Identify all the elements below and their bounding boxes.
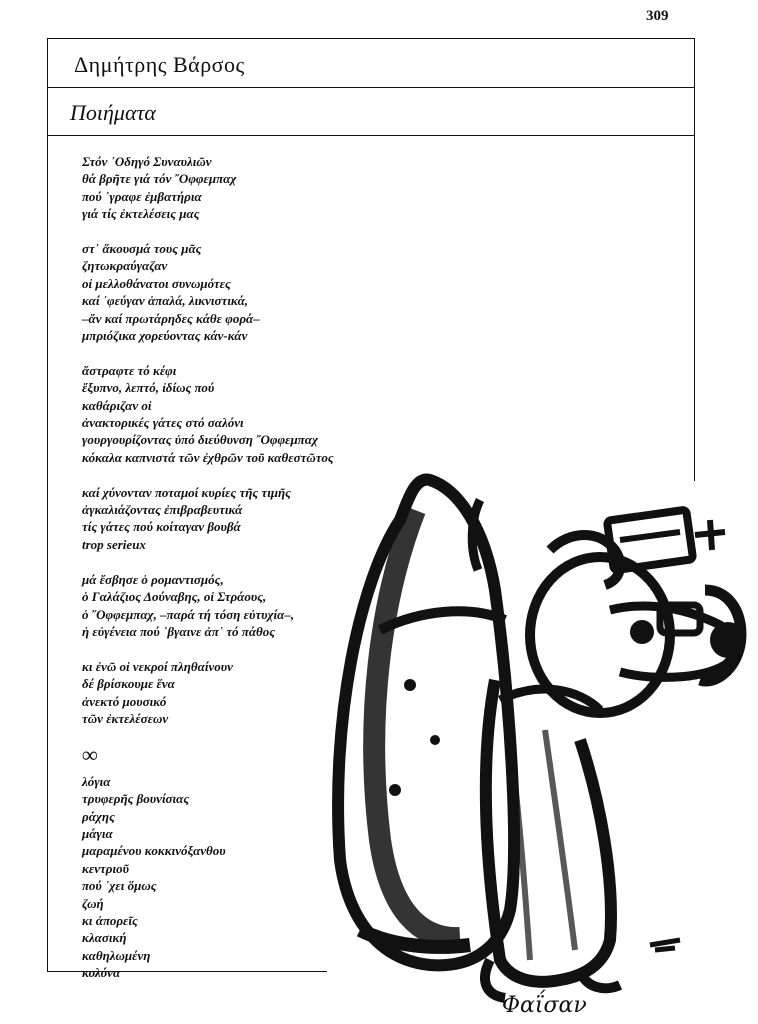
poem-line: τίς γάτες πού κοίταγαν βουβά — [82, 519, 241, 535]
poem-line: κολόνα — [82, 965, 121, 981]
poem-line: πού ᾿χει ὅμως — [82, 878, 157, 894]
poem-stanza — [82, 240, 422, 344]
ink-figure-illustration — [320, 440, 758, 1024]
poem-line: ὁ ῎Οφφεμπαχ, –παρά τή τόση εὐτυχία–, — [82, 606, 295, 622]
poem-line: στ᾿ ἄκουσμά τους μᾶς — [82, 241, 202, 257]
poem-line: ὁ Γαλάζιος Δούναβης, οἱ Στράους, — [82, 589, 267, 605]
poem-line: γιά τίς ἐκτελέσεις μας — [82, 206, 200, 222]
poem-line: κι ἀπορεῖς — [82, 912, 138, 928]
header-divider — [48, 87, 694, 88]
poem-line: –ἄν καί πρωτάρηδες κάθε φορά– — [82, 310, 260, 326]
poem-line: τῶν ἐκτελέσεων — [82, 710, 169, 726]
poem-line: δέ βρίσκουμε ἕνα — [82, 676, 175, 692]
poem-stanza — [82, 153, 422, 223]
illustration-signature: Φαΐσαν — [502, 993, 587, 1018]
author-name: Δημήτρης Βάρσος — [74, 52, 245, 77]
poem-line: trop serieux — [82, 536, 146, 552]
poem-line: λόγια — [82, 773, 111, 789]
poem-line: ἔξυπνο, λεπτό, ἰδίως πού — [82, 380, 215, 396]
section-ornament: ∞ — [82, 741, 98, 767]
poem-line: κι ἐνῶ οἱ νεκροί πληθαίνουν — [82, 658, 233, 674]
page-number: 309 — [646, 8, 669, 24]
poem-line: ἀγκαλιάζοντας ἐπιβραβευτικά — [82, 502, 243, 518]
poem-line: κεντριοῦ — [82, 860, 129, 876]
section-title: Ποιήματα — [70, 100, 156, 125]
poem-line: μπριόζικα χορεύοντας κάν-κάν — [82, 328, 248, 344]
poem-line: ἀνακτορικές γάτες στό σαλόνι — [82, 415, 244, 431]
poem-line: ἀνεκτό μουσικό — [82, 693, 167, 709]
poem-line: καί χύνονταν ποταμοί κυρίες τῆς τιμῆς — [82, 484, 291, 500]
poem-line: ἄστραφτε τό κέφι — [82, 362, 177, 378]
poem-line: μάγια — [82, 825, 113, 841]
poem-line: τρυφερῆς βουνίσιας — [82, 791, 190, 807]
poem-line: κλασική — [82, 930, 127, 946]
frame-right-rule — [694, 134, 695, 481]
poem-line: ἡ εὐγένεια πού ᾿βγαινε ἀπ᾿ τό πάθος — [82, 623, 276, 639]
poem-line: καθηλωμένη — [82, 947, 151, 963]
poem-line: καθάριζαν οἱ — [82, 397, 152, 413]
poem-line: ζητωκραύγαζαν — [82, 258, 168, 274]
poem-line: Στόν ᾿Οδηγό Συναυλιῶν — [82, 154, 212, 169]
poem-line: πού ᾿γραφε ἐμβατήρια — [82, 188, 202, 204]
poem-line: γουργουρίζοντας ὑπό διεύθυνση ῎Οφφεμπαχ — [82, 432, 319, 448]
poem-line: μαραμένου κοκκινόξανθου — [82, 843, 226, 859]
poem-line: ζωή — [82, 895, 104, 911]
poem-line: μά ἔσβησε ὁ ρομαντισμός, — [82, 571, 224, 587]
frame-left-rule — [47, 134, 48, 972]
poem-line: καί ᾿φεύγαν ἁπαλά, λικνιστικά, — [82, 293, 249, 309]
poem-line: ράχης — [82, 808, 115, 824]
poem-line: θά βρῆτε γιά τόν ῎Οφφεμπαχ — [82, 171, 237, 187]
poem-line: οἱ μελλοθάνατοι συνωμότες — [82, 275, 231, 291]
poem-line: κόκαλα καπνιστά τῶν ἐχθρῶν τοῦ καθεστῶτος — [82, 449, 334, 465]
